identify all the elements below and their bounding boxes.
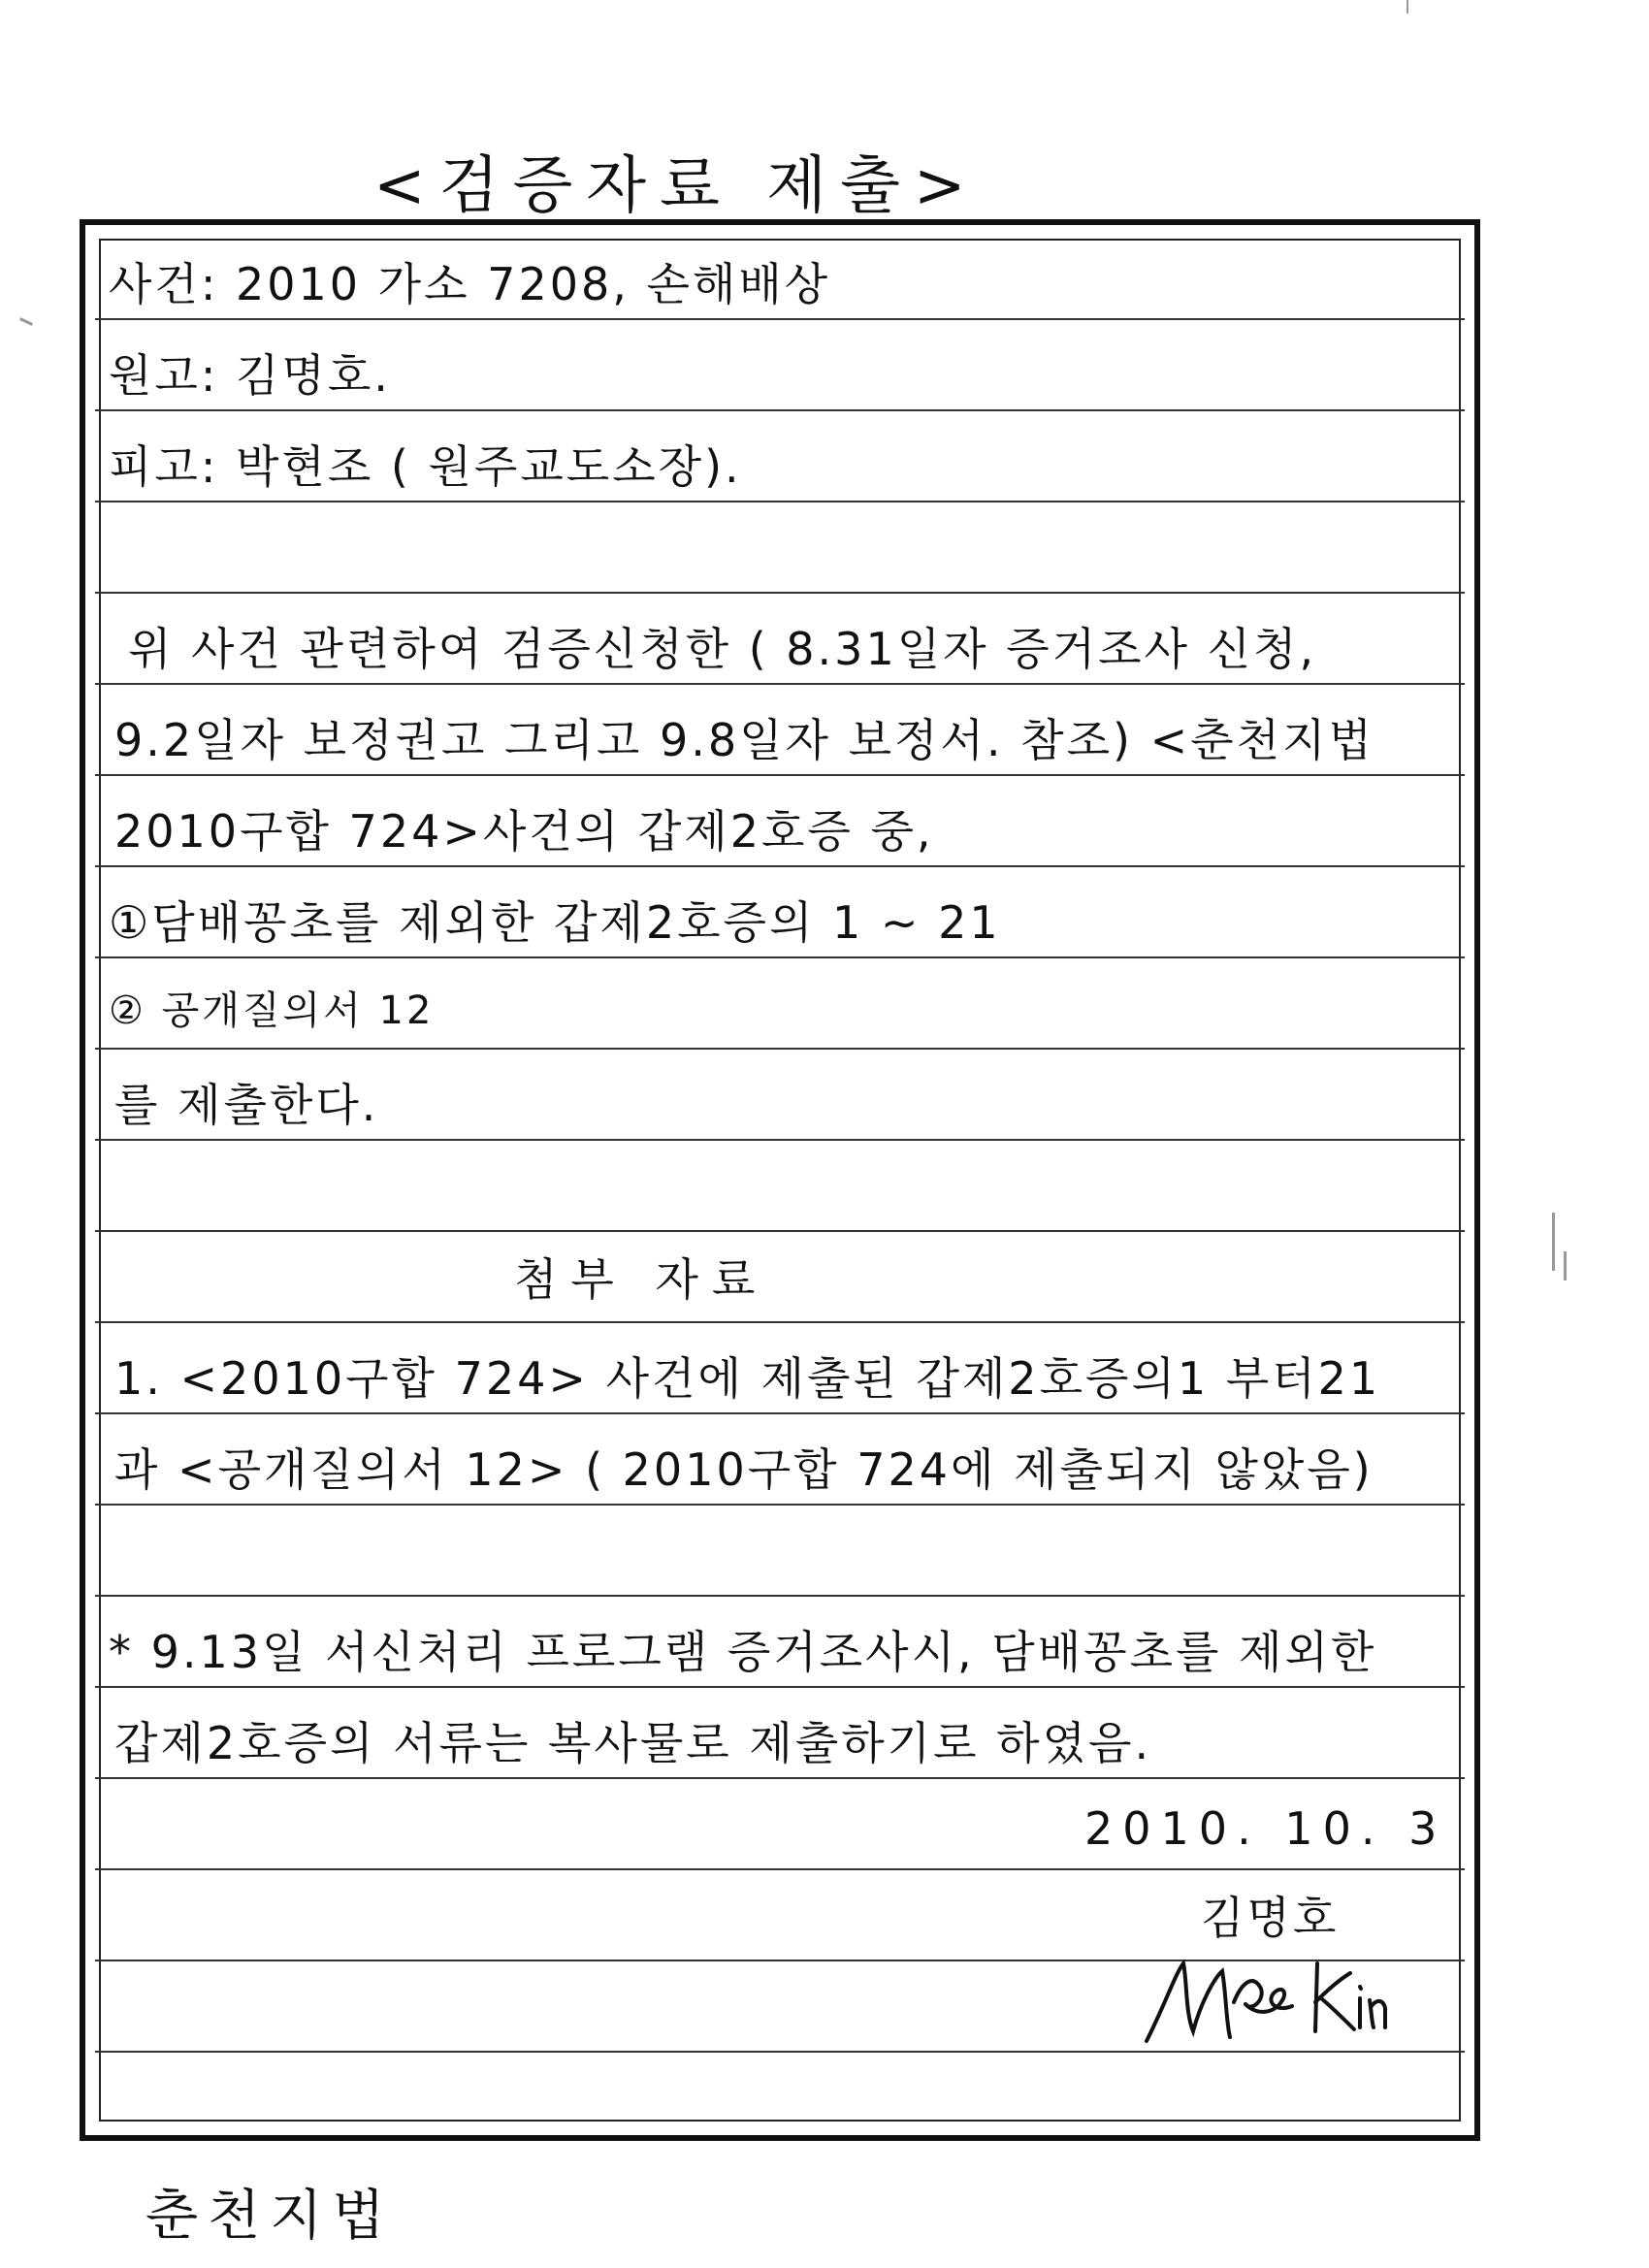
attachments-heading: 첨부 자료: [514, 1253, 769, 1306]
case-line: 사건: 2010 가소 7208, 손해배상: [109, 258, 831, 310]
attachment-line-1: 1. <2010구합 724> 사건에 제출된 갑제2호증의1 부터21: [114, 1352, 1381, 1405]
ruled-line: [95, 1595, 1465, 1597]
defendant-line: 피고: 박현조 ( 원주교도소장).: [109, 440, 742, 493]
ruled-line: [95, 956, 1465, 958]
document-date: 2010. 10. 3: [1084, 1802, 1447, 1855]
court-footer: 춘천지법: [146, 2185, 395, 2248]
ruled-line: [95, 1321, 1465, 1323]
ruled-line: [95, 683, 1465, 685]
ruled-line: [95, 318, 1465, 320]
note-line-1: * 9.13일 서신처리 프로그램 증거조사시, 담배꽁초를 제외한: [109, 1626, 1377, 1678]
handwritten-signature: [1137, 1944, 1389, 2051]
ruled-line: [95, 1686, 1465, 1688]
ruled-line: [95, 409, 1465, 411]
ruled-line: [95, 1504, 1465, 1506]
ruled-line: [95, 2051, 1465, 2053]
ruled-line: [95, 865, 1465, 867]
scan-speck: [1564, 1251, 1567, 1280]
body-line-1: 위 사건 관련하여 검증신청한 ( 8.31일자 증거조사 신청,: [128, 623, 1317, 675]
ruled-line: [95, 774, 1465, 776]
scan-speck: [1406, 0, 1408, 14]
plaintiff-line: 원고: 김명호.: [109, 349, 391, 402]
ruled-line: [95, 1412, 1465, 1414]
item-line-2: ② 공개질의서 12: [109, 988, 435, 1033]
document-title: <검증자료 제출>: [373, 150, 980, 222]
item-line-1: ①담배꽁초를 제외한 갑제2호증의 1 ~ 21: [109, 896, 1001, 949]
scan-speck: [1552, 1213, 1555, 1271]
signer-name: 김명호: [1201, 1892, 1340, 1944]
attachment-line-2: 과 <공개질의서 12> ( 2010구합 724에 제출되지 않았음): [114, 1443, 1374, 1496]
body-line-4: 를 제출한다.: [114, 1079, 379, 1131]
ruled-line: [95, 1048, 1465, 1050]
ruled-line: [95, 592, 1465, 594]
ruled-line: [95, 1230, 1465, 1232]
ruled-line: [95, 1777, 1465, 1779]
ruled-line: [95, 501, 1465, 502]
ruled-line: [95, 1868, 1465, 1870]
scan-speck: [19, 317, 33, 326]
note-line-2: 갑제2호증의 서류는 복사물로 제출하기로 하였음.: [114, 1717, 1152, 1769]
ruled-line: [95, 1139, 1465, 1141]
body-line-3: 2010구합 724>사건의 갑제2호증 중,: [114, 805, 934, 858]
body-line-2: 9.2일자 보정권고 그리고 9.8일자 보정서. 참조) <춘천지법: [114, 714, 1374, 766]
